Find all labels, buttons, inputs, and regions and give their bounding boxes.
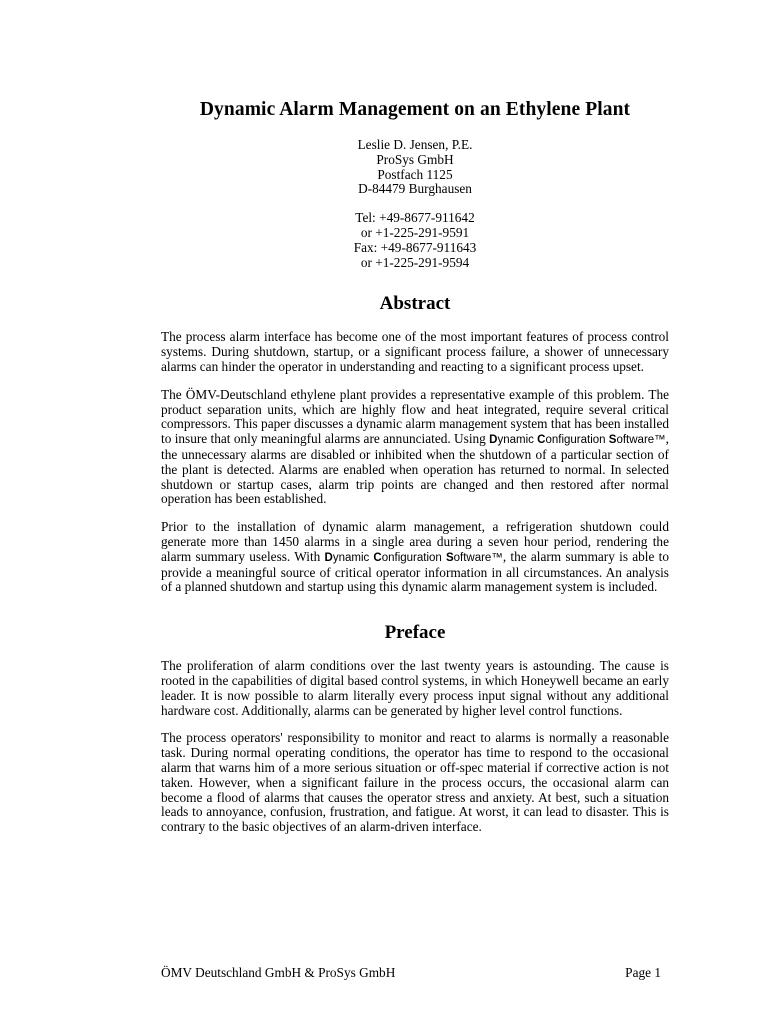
abstract-paragraph-1: The process alarm interface has become one of the most important features of process control systems. During shutdown, startup, or a significant process failure, a shower of unnecessary alarms can hinder the operator in understanding and reacting to a significant process upset. [161, 329, 669, 374]
dcs-letter-d: D [324, 551, 333, 564]
dcs-word-ynamic: ynamic [332, 551, 374, 564]
page-content [161, 98, 669, 835]
page-number: Page 1 [625, 965, 661, 980]
abstract-paragraph-3 [161, 520, 669, 595]
preface-paragraph-1: The proliferation of alarm conditions over the last twenty years is astounding. The cause is rooted in the capabilities of digital based control systems, in which Honeywell became an early leader. It is now possible to alarm literally every process input signal without any additional hardware cost. Additionally, alarms can be generated by higher level control functions. [161, 658, 669, 718]
dcs-trademark [489, 434, 666, 446]
abstract-heading: Abstract [379, 293, 451, 315]
contact-tel: Tel: +49-8677-911642 [355, 210, 475, 226]
contact-fax: Fax: +49-8677-911643 [353, 239, 477, 255]
spacer [161, 197, 669, 211]
contact-fax-alt: or +1-225-291-9594 [360, 254, 470, 270]
author-postfach: Postfach 1125 [377, 166, 453, 182]
author-name: Leslie D. Jensen, P.E. [357, 137, 473, 152]
author-block [161, 138, 669, 270]
dcs-word-oftware: oftware™ [453, 551, 503, 564]
dcs-word-oftware: oftware™ [616, 434, 666, 447]
abstract-paragraph-2 [161, 388, 669, 507]
author-company: ProSys GmbH [376, 151, 454, 167]
contact-tel-alt: or +1-225-291-9591 [360, 224, 470, 240]
dcs-word-onfiguration: onfiguration [381, 551, 446, 564]
dcs-letter-s: S [445, 551, 454, 564]
dcs-letter-d: D [489, 434, 498, 447]
abstract-paragraph-2-start: The ÖMV-Deutschland ethylene plant provides a representative example of this problem. The product separation units, which are highly flow and heat integrated, require several critical compressors. This paper discusses a dynamic alarm management system that has been installed to insure that only meaningful alarms are annunciated. Using [161, 386, 669, 447]
preface-paragraph-2: The process operators' responsibility to monitor and react to alarms is normally a reasonable task. During normal operating conditions, the operator has time to respond to the occasional alarm that warns him of a more serious situation or off-spec material if corrective action is not taken. However, when a significant failure in the process occurs, the occasional alarm can become a flood of alarms that causes the operator stress and anxiety. At best, such a situation leads to annoyance, confusion, frustration, and fatigue. At worst, it can lead to disaster. This is contrary to the basic objectives of an alarm-driven interface. [161, 730, 669, 835]
abstract-paragraph-3-start: Prior to the installation of dynamic alarm management, a refrigeration shutdown could generate more than 1450 alarms in a single area during a seven hour period, rendering the alarm summary useless. With [161, 519, 669, 564]
dcs-letter-s: S [608, 434, 617, 447]
dcs-word-ynamic: ynamic [497, 434, 538, 447]
footer-company: ÖMV Deutschland GmbH & ProSys GmbH [161, 965, 396, 980]
abstract-paragraph-2-end: , the unnecessary alarms are disabled or inhibited when the shutdown of a particular section of the plant is detected. Alarms are enabled when operation has returned to normal. In selected shutdown or startup cases, alarm trip points are changed and then restored after normal operation has been established. [161, 431, 669, 507]
document-title: Dynamic Alarm Management on an Ethylene Plant [199, 99, 631, 120]
author-city: D-84479 Burghausen [358, 181, 472, 197]
dcs-letter-c: C [373, 551, 382, 564]
dcs-word-onfiguration: onfiguration [545, 434, 609, 447]
abstract-paragraph-3-end: , the alarm summary is able to provide a meaningful source of critical operator information in all circumstances. An analysis of a planned shutdown and startup using this dynamic alarm management system is included. [161, 548, 669, 595]
dcs-trademark [325, 552, 503, 564]
preface-heading: Preface [384, 622, 446, 644]
dcs-letter-c: C [537, 434, 546, 447]
